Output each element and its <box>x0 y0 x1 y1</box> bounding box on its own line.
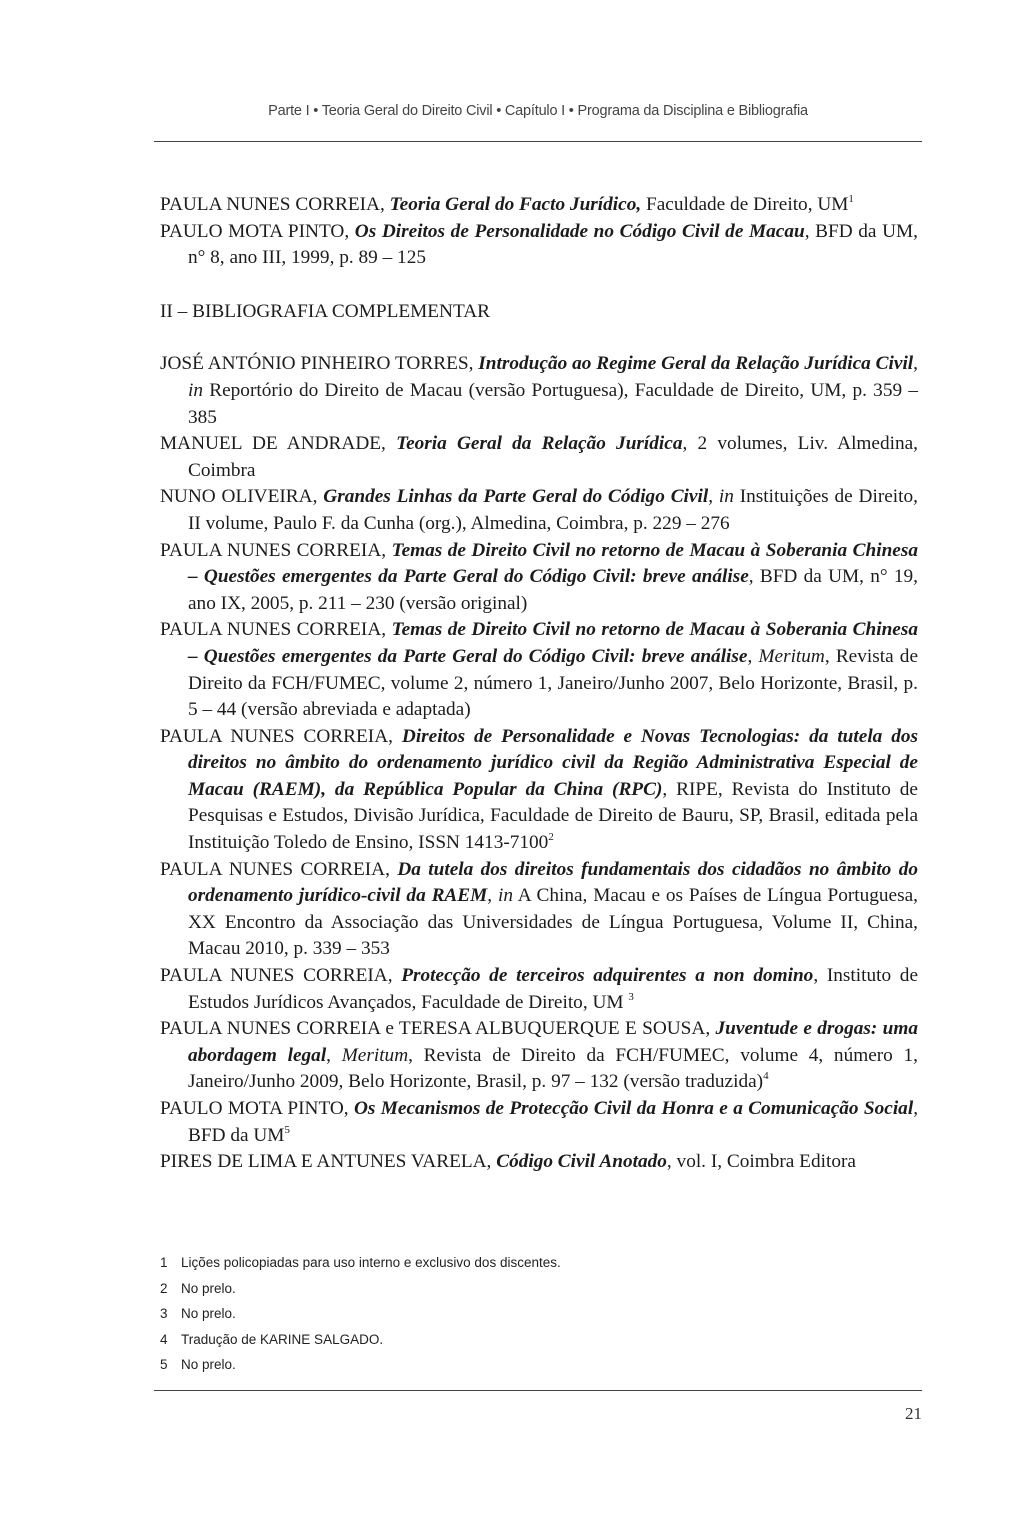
page-number: 21 <box>905 1404 922 1423</box>
entry-details: , Revista de Direito da FCH/FUMEC, volume 4, número 1, Janeiro/Junho 2009, Belo Horizonte, Brasil, p. 97 – 132 (versão traduzida) <box>188 1044 918 1093</box>
entry-author: PAULA NUNES CORREIA, <box>160 725 402 747</box>
entry-title: Juventude e drogas: uma abordagem legal <box>188 1018 918 1066</box>
entry-title: Direitos de Personalidade e Novas Tecnologias: da tutela dos direitos no âmbito do ordenamento jurídico civil da Região Administrativa Especial de Macau (RAEM), da República Popular da China (RPC) <box>188 725 919 800</box>
bibliography-entry <box>160 431 918 484</box>
entry-title: Grandes Linhas da Parte Geral do Código Civil <box>323 486 709 508</box>
bibliography-entry <box>160 963 918 1016</box>
footnote-ref: 5 <box>284 1123 290 1136</box>
entry-details: , BFD da UM, n° 19, ano IX, 2005, p. 211 – 230 (versão original) <box>188 566 918 614</box>
entry-details: A China, Macau e os Países de Língua Portuguesa, XX Encontro da Associação das Universidades de Língua Portuguesa, Volume II, China, Macau 2010, p. 339 – 353 <box>188 885 918 960</box>
footnote-ref: 2 <box>548 831 554 844</box>
running-header: Parte I • Teoria Geral do Direito Civil • Capítulo I • Programa da Disciplina e Bibliografia <box>268 103 808 119</box>
entry-details: , vol. I, Coimbra Editora <box>666 1151 856 1173</box>
bibliography-content <box>160 192 918 1176</box>
entry-author: PAULO MOTA PINTO, <box>160 1098 354 1119</box>
footnote-number: 1 <box>160 1255 168 1270</box>
entry-details: Faculdade de Direito, UM <box>641 194 849 215</box>
entry-in: in <box>718 486 734 508</box>
footnote <box>160 1301 920 1327</box>
footnote-number: 4 <box>160 1331 168 1347</box>
bibliography-entry <box>160 219 918 272</box>
entry-title: Da tutela dos direitos fundamentais dos cidadãos no âmbito do ordenamento jurídico-civil da RAEM <box>188 858 918 907</box>
entry-author: PAULA NUNES CORREIA e TERESA ALBUQUERQUE E SOUSA, <box>160 1018 716 1040</box>
entry-details: , RIPE, Revista do Instituto de Pesquisas e Estudos, Divisão Jurídica, Faculdade de Direito de Bauru, SP, Brasil, editada pela Instituição Toledo de Ensino, ISSN 1413-7100 <box>188 778 918 854</box>
footnote-text: Lições policopiadas para uso interno e exclusivo dos discentes. <box>181 1255 561 1270</box>
footnote <box>160 1250 920 1276</box>
bibliography-entry: PAULA NUNES CORREIA, Temas de Direito Civil no retorno de Macau à Soberania Chinesa – Questões emergentes da Parte Geral do Código Civil: breve análise, Meritum, Revista de Direito da FCH/FUMEC, volume 2, número 1, Janeiro/Junho 2007, Belo Horizonte, Brasil, p. 5 – 44 (versão abreviada e adaptada) <box>160 619 918 721</box>
footnote <box>160 1352 920 1378</box>
entry-publication: Meritum <box>758 645 825 667</box>
entry-title: Teoria Geral do Facto Jurídico, <box>389 194 642 215</box>
entry-publication: Meritum <box>341 1044 409 1066</box>
bibliography-entry: PAULA NUNES CORREIA e TERESA ALBUQUERQUE E SOUSA, Juventude e drogas: uma abordagem legal, Meritum, Revista de Direito da FCH/FUMEC, volume 4, número 1, Janeiro/Junho 2009, Belo Horizonte, Brasil, p. 97 – 132 (versão traduzida)$^4$ <box>160 1018 918 1093</box>
bibliography-entry <box>160 1096 918 1149</box>
entry-in: in <box>497 885 513 907</box>
entry-details: Reportório do Direito de Macau (versão Portuguesa), Faculdade de Direito, UM, p. 359 – 385 <box>188 379 918 428</box>
entry-title: Os Mecanismos de Protecção Civil da Honra e a Comunicação Social <box>354 1098 914 1119</box>
bibliography-entry <box>160 724 918 857</box>
entry-author: PAULA NUNES CORREIA, <box>160 858 398 880</box>
footnotes <box>160 1250 920 1378</box>
entry-in: in <box>188 379 203 401</box>
entry-title: Código Civil Anotado <box>496 1151 667 1173</box>
entry-details: , Revista de Direito da FCH/FUMEC, volume 2, número 1, Janeiro/Junho 2007, Belo Horizonte, Brasil, p. 5 – 44 (versão abreviada e adaptada) <box>188 645 918 721</box>
footnote-ref: 1 <box>848 193 854 205</box>
bibliography-entry <box>160 192 918 219</box>
footnote-text: No prelo. <box>181 1306 236 1321</box>
header-rule <box>154 141 922 142</box>
bibliography-entry: PAULA NUNES CORREIA, Da tutela dos direitos fundamentais dos cidadãos no âmbito do ordenamento jurídico-civil da RAEM, in A China, Macau e os Países de Língua Portuguesa, XX Encontro da Associação das Universidades de Língua Portuguesa, Volume II, China, Macau 2010, p. 339 – 353 <box>160 858 918 960</box>
footnote-text: No prelo. <box>181 1357 236 1372</box>
footnote-text: No prelo. <box>181 1280 236 1296</box>
entry-author: PAULO MOTA PINTO, <box>160 220 355 242</box>
bibliography-entry: JOSÉ ANTÓNIO PINHEIRO TORRES, Introdução ao Regime Geral da Relação Jurídica Civil, in Reportório do Direito de Macau (versão Portuguesa), Faculdade de Direito, UM, p. 359 – 385 <box>160 353 918 428</box>
footnote-number: 2 <box>160 1280 168 1296</box>
entry-details: , 2 volumes, Liv. Almedina, Coimbra <box>188 433 918 481</box>
entry-title: Protecção de terceiros adquirentes a non domino <box>401 965 814 987</box>
footnote-number: 3 <box>160 1306 168 1321</box>
entry-title: Teoria Geral da Relação Jurídica <box>396 433 683 455</box>
footnote-ref: 4 <box>763 1070 769 1083</box>
footnote <box>160 1276 920 1302</box>
entry-author: PAULA NUNES CORREIA, <box>160 619 392 641</box>
entry-details: Instituições de Direito, II volume, Paulo F. da Cunha (org.), Almedina, Coimbra, p. 229 – 276 <box>188 486 918 534</box>
footnote <box>160 1327 920 1353</box>
bibliography-entry <box>160 538 918 618</box>
entry-title: Temas de Direito Civil no retorno de Macau à Soberania Chinesa – Questões emergentes da Parte Geral do Código Civil: breve análise <box>188 619 918 667</box>
entry-author: MANUEL DE ANDRADE, <box>160 433 397 455</box>
entry-author: PAULA NUNES CORREIA, <box>160 539 392 561</box>
footnote-ref: 3 <box>628 990 634 1003</box>
entry-author: PAULA NUNES CORREIA, <box>160 194 390 215</box>
entry-title: Os Direitos de Personalidade no Código Civil de Macau <box>354 220 805 242</box>
entry-details: , Instituto de Estudos Jurídicos Avançados, Faculdade de Direito, UM <box>188 965 919 1013</box>
entry-details: , BFD da UM <box>188 1098 919 1146</box>
entry-author: PIRES DE LIMA E ANTUNES VARELA, <box>160 1151 497 1173</box>
entry-author: NUNO OLIVEIRA, <box>160 486 324 508</box>
entry-author: JOSÉ ANTÓNIO PINHEIRO TORRES, <box>160 353 479 375</box>
bibliography-entry: NUNO OLIVEIRA, Grandes Linhas da Parte Geral do Código Civil, in Instituições de Direito, II volume, Paulo F. da Cunha (org.), Almedina, Coimbra, p. 229 – 276 <box>160 486 918 534</box>
entry-details: , BFD da UM, n° 8, ano III, 1999, p. 89 – 125 <box>188 220 918 269</box>
bibliography-entry <box>160 1149 918 1176</box>
entry-title: Temas de Direito Civil no retorno de Macau à Soberania Chinesa – Questões emergentes da Parte Geral do Código Civil: breve análise <box>188 539 918 588</box>
entry-title: Introdução ao Regime Geral da Relação Jurídica Civil <box>478 353 914 375</box>
section-heading: II – BIBLIOGRAFIA COMPLEMENTAR <box>160 300 490 322</box>
entry-author: PAULA NUNES CORREIA, <box>160 965 402 987</box>
footnote-number: 5 <box>160 1357 168 1372</box>
footnote-text: Tradução de KARINE SALGADO. <box>181 1331 384 1347</box>
footer-rule <box>154 1390 922 1391</box>
